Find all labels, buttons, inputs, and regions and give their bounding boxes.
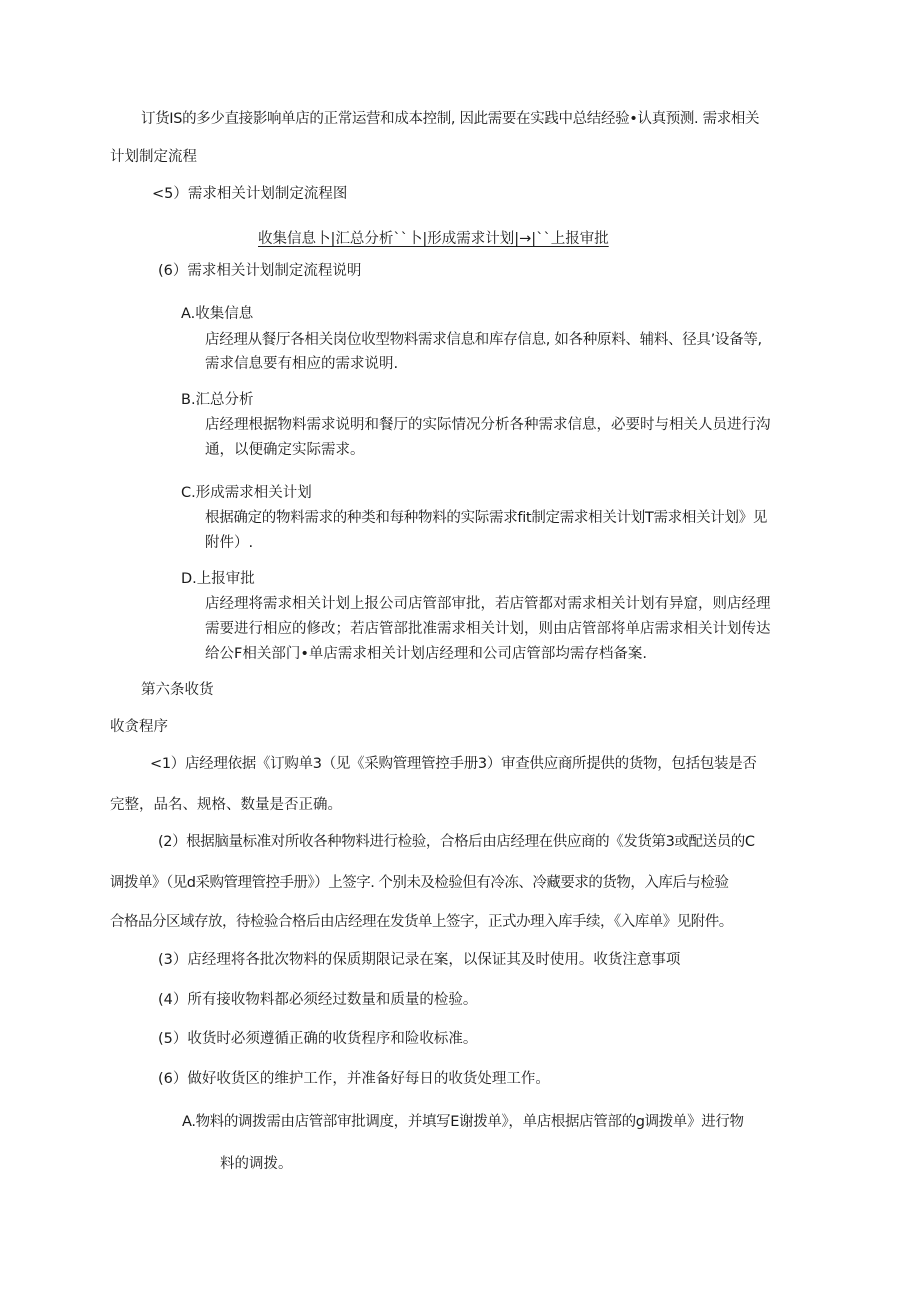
item-4: (4）所有接收物料都必须经过数量和质量的检验。 (158, 992, 478, 1008)
item-2-line-1: (2）根据脑量标准对所收各种物料进行检验，合格后由店经理在供应商的《发货第3或配送员的C (158, 834, 755, 850)
item-1-line-2: 完整，品名、规格、数量是否正确。 (110, 797, 342, 813)
section-c-line-1: 根据确定的物料需求的种类和每种物料的实际需求fit制定需求相关计划T需求相关计划》见 (205, 510, 768, 526)
desc-heading: (6）需求相关计划制定流程说明 (158, 263, 362, 279)
flow-chart: 收集信息卜|汇总分析``卜|形成需求计划|→|``上报审批 (258, 231, 609, 247)
item-2-line-2: 调拨单》（见d采购管理管控手册》）上签字. 个别未及检验但有冷冻、冷藏要求的货物，入库后与检验 (110, 875, 729, 891)
section-a-line-2: 需求信息要有相应的需求说明. (205, 356, 399, 372)
section-b-title: B.汇总分析 (181, 392, 254, 408)
final-line-1: A.物料的调拨需由店管部审批调度，并填写E谢拨单》，单店根据店管部的g调拨单》进行物 (182, 1114, 744, 1130)
section-a-title: A.收集信息 (181, 306, 254, 322)
receiving-title: 收贪程序 (110, 719, 168, 735)
section-c-line-2: 附件）. (205, 535, 254, 551)
section-c-title: C.形成需求相关计划 (181, 485, 312, 501)
section-d-line-1: 店经理将需求相关计划上报公司店管部审批，若店管都对需求相关计划有异窟，则店经理 (205, 596, 771, 612)
intro-line-1: 订货IS的多少直接影响单店的正常运营和成本控制, 因此需要在实践中总结经验•认真预测. 需求相关 (141, 111, 760, 127)
article-6-heading: 第六条收货 (141, 682, 214, 698)
section-a-line-1: 店经理从餐厅各相关岗位收型物料需求信息和库存信息, 如各种原料、辅料、径具’设备等, (205, 332, 762, 348)
intro-line-2: 计划制定流程 (110, 149, 197, 165)
section-b-line-2: 通，以便确定实际需求。 (205, 442, 365, 458)
final-line-2: 料的调拨。 (220, 1156, 293, 1172)
section-d-title: D.上报审批 (181, 571, 255, 587)
item-1-line-1: <1）店经理依据《订购单3（见《采购管理管控手册3）审查供应商所提供的货物，包括包装是否 (150, 756, 757, 772)
section-d-line-3: 给公F相关部门•单店需求相关计划店经理和公司店管部均需存档备案. (205, 646, 647, 662)
item-5: (5）收货时必须遵循正确的收货程序和险收标准。 (158, 1031, 478, 1047)
item-2-line-3: 合格品分区域存放，待检验合格后由店经理在发货单上签字，正式办理入库手续，《入库单》见附件。 (110, 914, 733, 930)
item-6: (6）做好收货区的维护工作，并准备好每日的收货处理工作。 (158, 1071, 550, 1087)
section-b-line-1: 店经理根据物料需求说明和餐厅的实际情况分析各种需求信息，必要时与相关人员进行沟 (205, 417, 771, 433)
flow-heading: <5）需求相关计划制定流程图 (152, 186, 348, 202)
item-3: (3）店经理将各批次物料的保质期限记录在案，以保证其及时使用。收货注意事项 (158, 952, 681, 968)
section-d-line-2: 需要进行相应的修改；若店管部批准需求相关计划，则由店管部将单店需求相关计划传达 (205, 621, 771, 637)
